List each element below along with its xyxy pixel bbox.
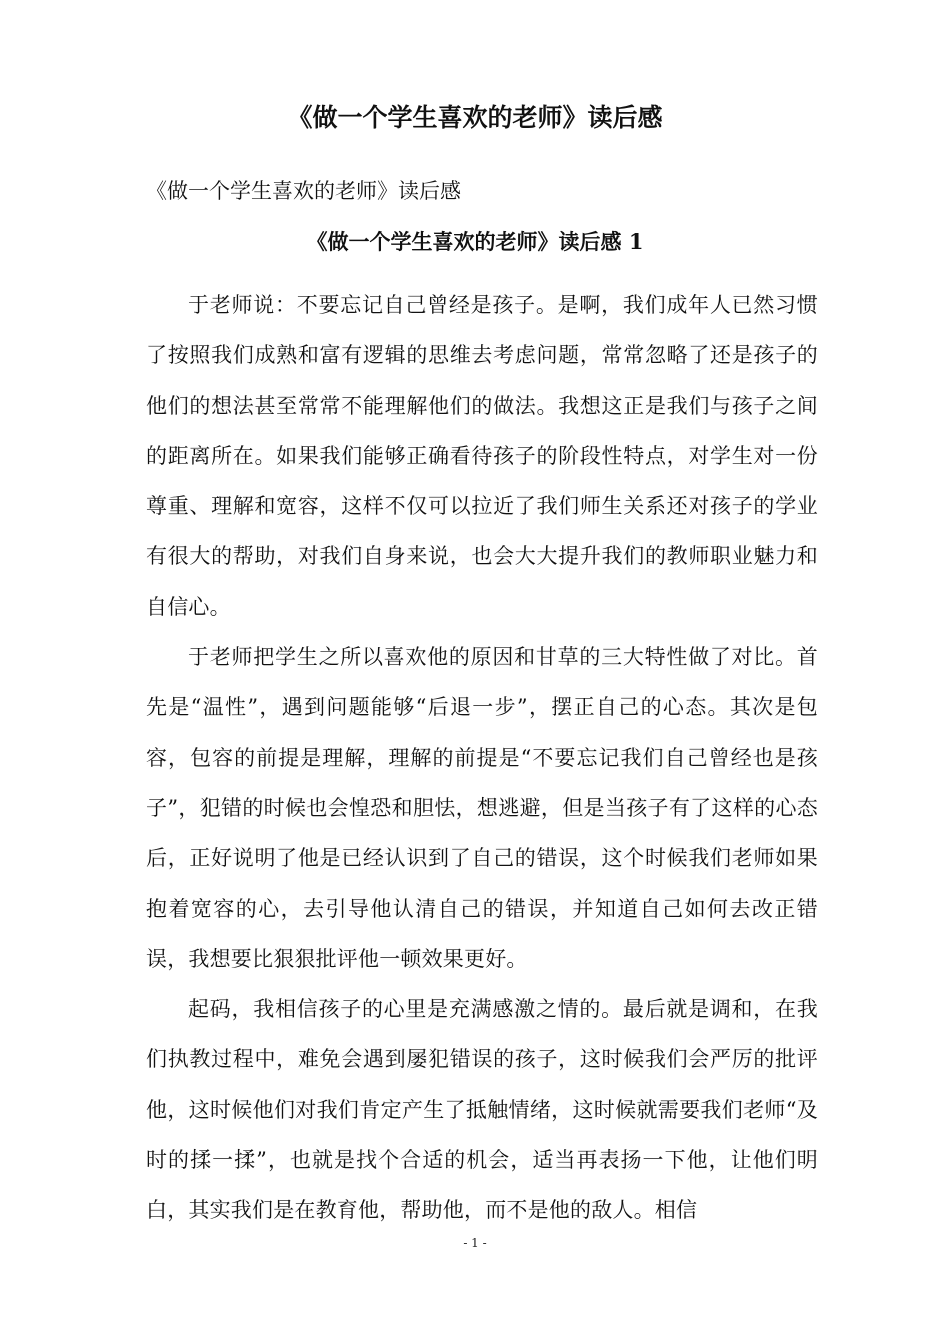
paragraph-1: 于老师说：不要忘记自己曾经是孩子。是啊，我们成年人已然习惯了按照我们成熟和富有逻辑的思维去考虑问题，常常忽略了还是孩子的他们的想法甚至常常不能理解他们的做法。我想这正是我们与孩子之间的距离所在。如果我们能够正确看待孩子的阶段性特点，对学生对一份尊重、理解和宽容，这样不仅可以拉近了我们师生关系还对孩子的学业有很大的帮助，对我们自身来说，也会大大提升我们的教师职业魅力和自信心。 bbox=[146, 293, 818, 619]
document-subtitle: 《做一个学生喜欢的老师》读后感 bbox=[146, 179, 461, 203]
section-title: 《做一个学生喜欢的老师》读后感 1 bbox=[306, 229, 644, 254]
body-text bbox=[146, 280, 818, 1236]
document-title: 《做一个学生喜欢的老师》读后感 bbox=[287, 103, 663, 132]
paragraph-2: 于老师把学生之所以喜欢他的原因和甘草的三大特性做了对比。首先是“温性”，遇到问题能够“后退一步”，摆正自己的心态。其次是包容，包容的前提是理解，理解的前提是“不要忘记我们自己曾经也是孩子”，犯错的时候也会惶恐和胆怯，想逃避，但是当孩子有了这样的心态后，正好说明了他是已经认识到了自己的错误，这个时候我们老师如果抱着宽容的心，去引导他认清自己的错误，并知道自己如何去改正错误，我想要比狠狠批评他一顿效果更好。 bbox=[146, 645, 818, 971]
paragraph-3: 起码，我相信孩子的心里是充满感激之情的。最后就是调和，在我们执教过程中，难免会遇到屡犯错误的孩子，这时候我们会严厉的批评他，这时候他们对我们肯定产生了抵触情绪，这时候就需要我们老师“及时的揉一揉”，也就是找个合适的机会，适当再表扬一下他，让他们明白，其实我们是在教育他，帮助他，而不是他的敌人。相信 bbox=[146, 997, 818, 1223]
page-number: - 1 - bbox=[463, 1236, 487, 1250]
